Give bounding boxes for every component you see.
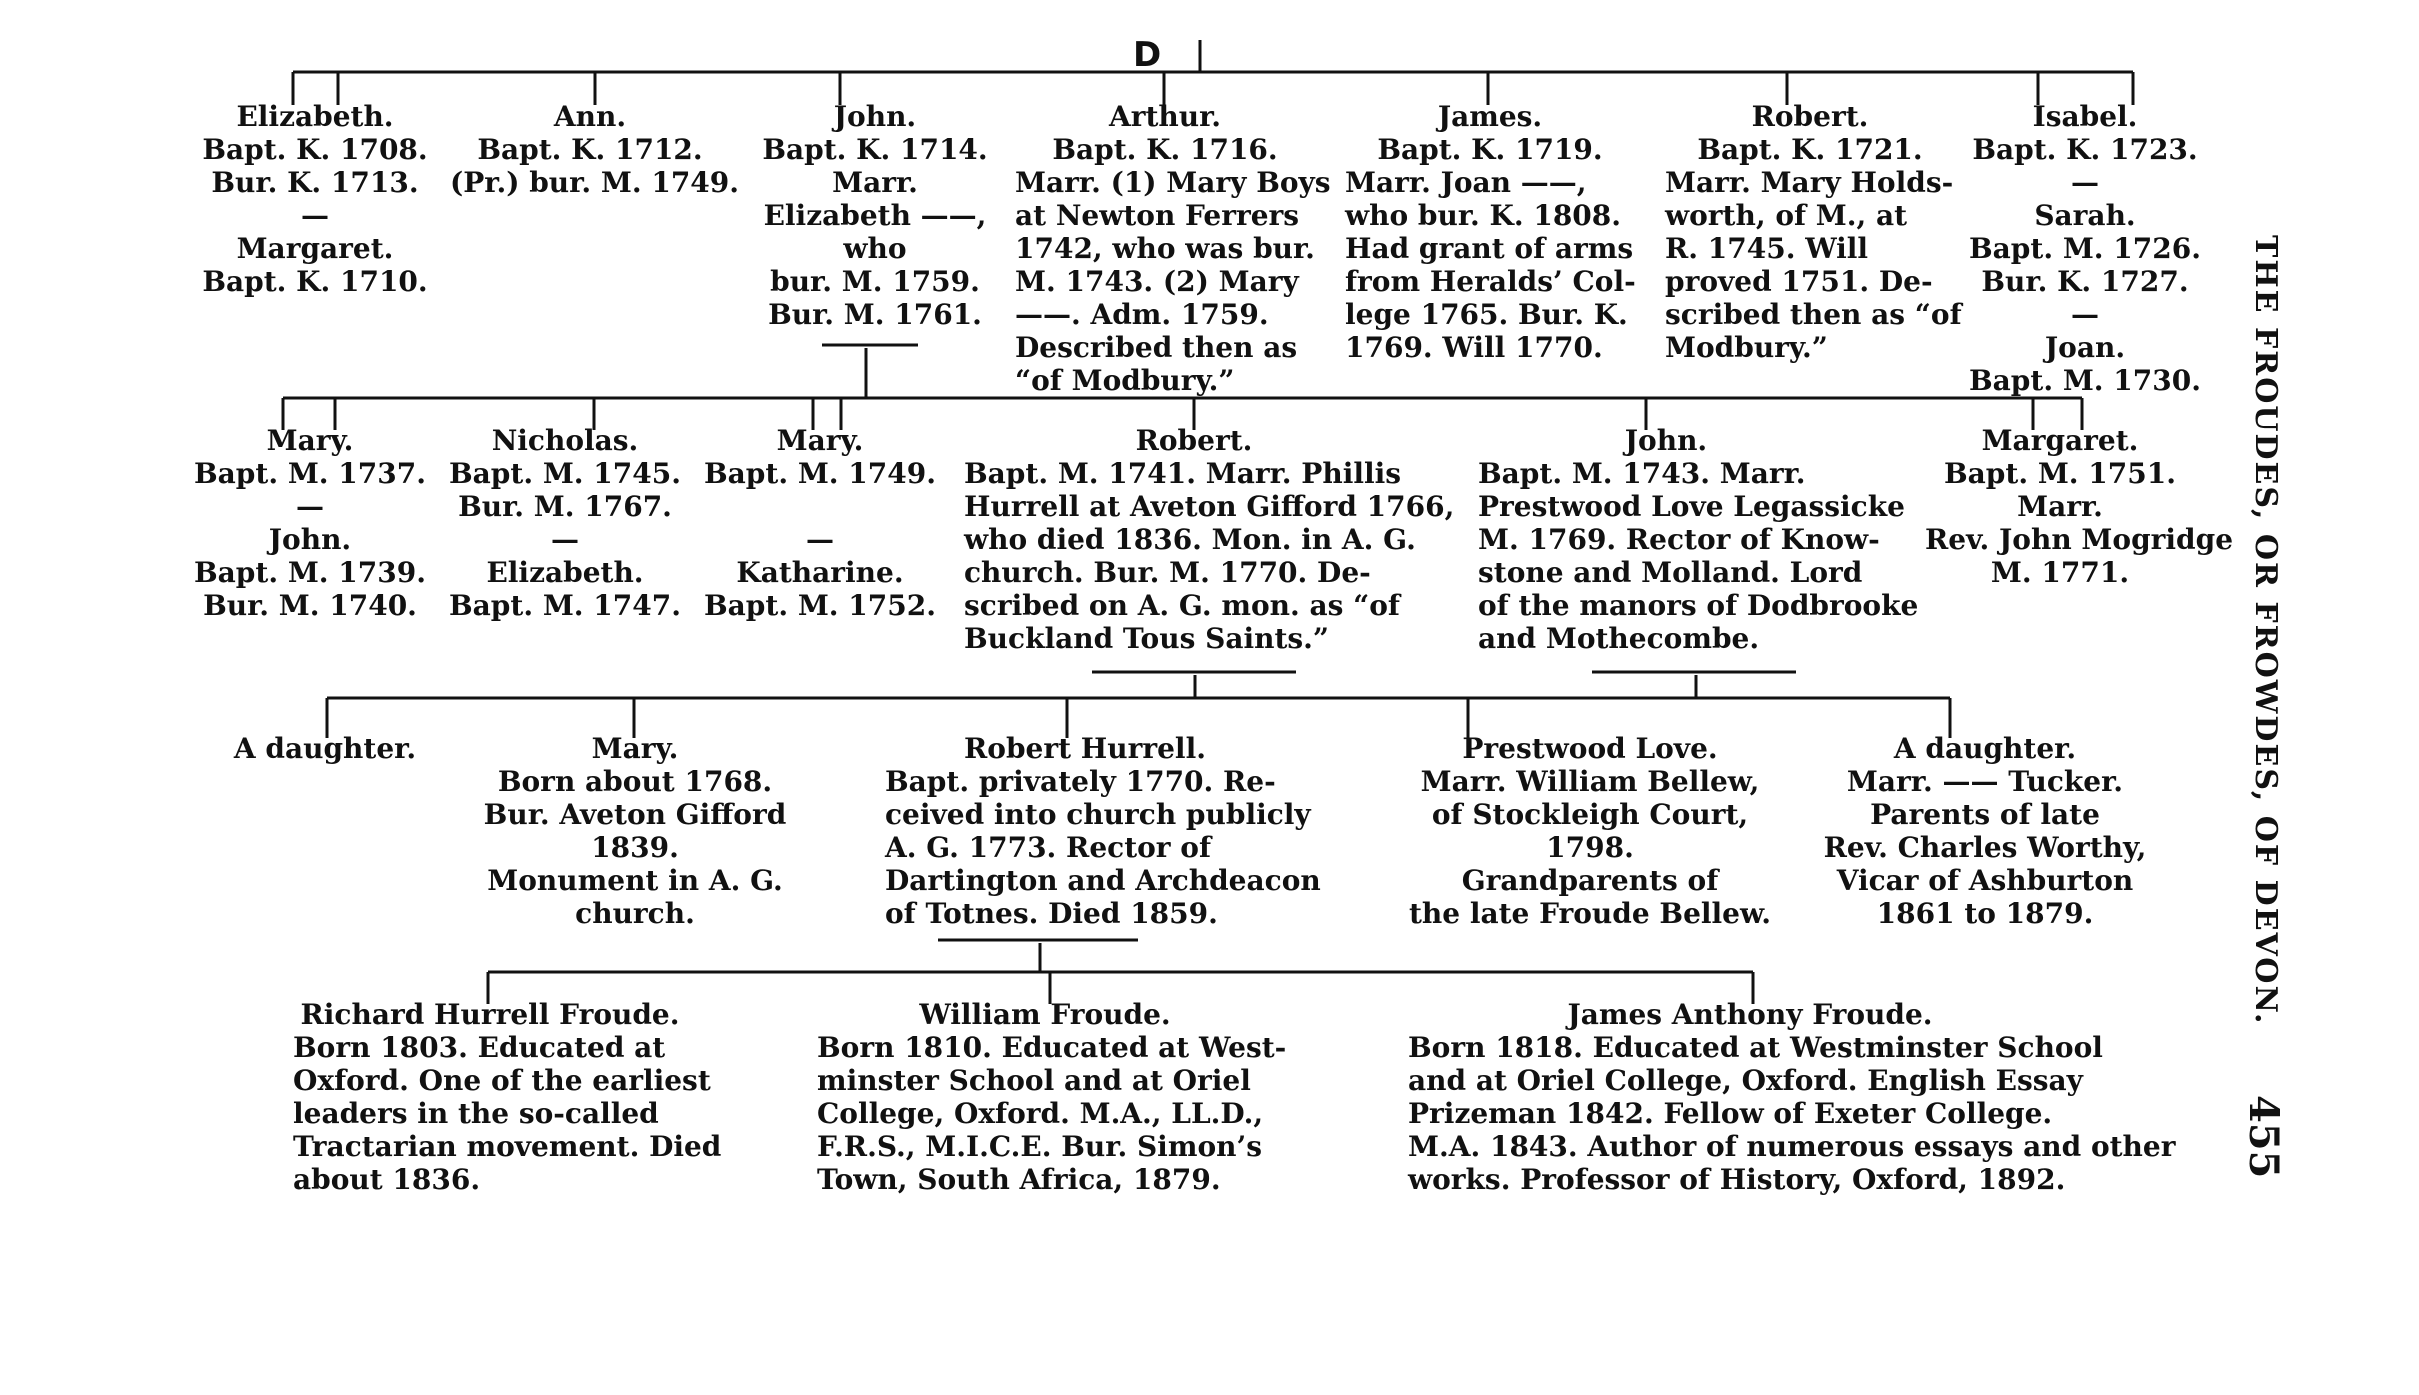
person-name: Elizabeth. <box>236 100 394 133</box>
person-name: Ann. <box>553 100 627 133</box>
note-line: M. 1743. (2) Mary <box>1015 265 1299 298</box>
note-line: Born 1818. Educated at Westminster School <box>1408 1031 2103 1064</box>
person-detail: Marr. —— Tucker. <box>1846 765 2124 798</box>
person-detail: who <box>843 232 907 265</box>
person-detail: Bur. K. 1727. <box>1981 265 2189 298</box>
note-line: leaders in the so-called <box>293 1097 659 1130</box>
note-line: scribed then as “of <box>1665 298 1962 331</box>
person-william-froude-name: William Froude. <box>919 998 1171 1031</box>
person-detail: Bapt. K. 1712. <box>477 133 703 166</box>
person-detail: Elizabeth ——, <box>763 199 987 232</box>
note-line: who died 1836. Mon. in A. G. <box>964 523 1416 556</box>
note-line: Prizeman 1842. Fellow of Exeter College. <box>1408 1097 2053 1130</box>
person-detail: bur. M. 1759. <box>770 265 980 298</box>
person-detail: Bapt. K. 1716. <box>1052 133 1278 166</box>
person-detail: Bur. M. 1767. <box>458 490 672 523</box>
person-name: John. <box>833 100 917 133</box>
person-name: Margaret. <box>236 232 394 265</box>
person-detail: Bapt. M. 1745. <box>449 457 681 490</box>
person-detail: Bapt. M. 1752. <box>704 589 936 622</box>
person-robert-hurrell-notes <box>885 765 1321 930</box>
note-line: 1742, who was bur. <box>1015 232 1315 265</box>
note-line: A. G. 1773. Rector of <box>885 831 1212 864</box>
note-line: M.A. 1843. Author of numerous essays and other <box>1408 1130 2176 1163</box>
person-detail: Marr. <box>2017 490 2103 523</box>
note-line: Born 1803. Educated at <box>293 1031 666 1064</box>
note-line: ——. Adm. 1759. <box>1015 298 1269 331</box>
note-line: lege 1765. Bur. K. <box>1345 298 1628 331</box>
person-detail: Born about 1768. <box>497 765 773 798</box>
person-name: Robert. <box>1751 100 1869 133</box>
person-name: Prestwood Love. <box>1462 732 1718 765</box>
person-detail: Bapt. K. 1714. <box>762 133 988 166</box>
note-line: Buckland Tous Saints.” <box>964 622 1330 655</box>
note-line: College, Oxford. M.A., LL.D., <box>817 1097 1264 1130</box>
person-name: Nicholas. <box>491 424 639 457</box>
person-detail: Grandparents of <box>1461 864 1719 897</box>
note-line: of the manors of Dodbrooke <box>1478 589 1919 622</box>
person-detail: Bapt. M. 1730. <box>1969 364 2201 397</box>
person-detail: Bapt. M. 1747. <box>449 589 681 622</box>
sibling-separator: — <box>301 199 329 232</box>
person-james-notes <box>1345 166 1645 364</box>
person-william-froude-notes <box>817 1031 1287 1196</box>
note-line: Described then as <box>1015 331 1298 364</box>
person-arthur-notes <box>1015 166 1331 397</box>
note-line: scribed on A. G. mon. as “of <box>964 589 1400 622</box>
person-name: Joan. <box>2044 331 2126 364</box>
person-nicholas-1745 <box>440 424 690 622</box>
note-line: proved 1751. De- <box>1665 265 1933 298</box>
note-line: Bapt. privately 1770. Re- <box>885 765 1276 798</box>
person-detail: Rev. John Mogridge <box>1925 523 2234 556</box>
person-margaret-1751 <box>1925 424 2234 589</box>
person-name: A daughter. <box>1893 732 2077 765</box>
person-name: Isabel. <box>2032 100 2138 133</box>
person-name: Margaret. <box>1981 424 2139 457</box>
person-detail: Bapt. K. 1708. <box>202 133 428 166</box>
person-robert-hurrell-name: Robert Hurrell. <box>964 732 1206 765</box>
sibling-separator: — <box>551 523 579 556</box>
note-line: at Newton Ferrers <box>1015 199 1300 232</box>
person-detail: (Pr.) bur. M. 1749. <box>450 166 740 199</box>
note-line: Dartington and Archdeacon <box>885 864 1321 897</box>
person-name: Sarah. <box>2034 199 2136 232</box>
note-line: 1769. Will 1770. <box>1345 331 1603 364</box>
note-line: Born 1810. Educated at West- <box>817 1031 1287 1064</box>
person-detail: 1839. <box>591 831 679 864</box>
sibling-separator: — <box>296 490 324 523</box>
person-name: Mary. <box>591 732 679 765</box>
note-line: Town, South Africa, 1879. <box>817 1163 1221 1196</box>
note-line: F.R.S., M.I.C.E. Bur. Simon’s <box>817 1130 1262 1163</box>
person-detail: Bapt. M. 1739. <box>194 556 426 589</box>
person-robert-1741-notes <box>964 457 1455 655</box>
person-detail: M. 1771. <box>1990 556 2130 589</box>
person-john-1743-name: John. <box>1624 424 1708 457</box>
person-robert-1721 <box>1660 100 1960 166</box>
person-daughter-2 <box>1820 732 2150 930</box>
note-line: who bur. K. 1808. <box>1345 199 1622 232</box>
person-mary-1768 <box>480 732 790 930</box>
sibling-separator: — <box>806 523 834 556</box>
note-line: stone and Molland. Lord <box>1478 556 1863 589</box>
person-john-1743-notes <box>1478 457 1919 655</box>
note-line: church. Bur. M. 1770. De- <box>964 556 1371 589</box>
person-detail: Bapt. M. 1749. <box>704 457 936 490</box>
person-james-1719 <box>1340 100 1640 166</box>
page-running-title: THE FROUDES, OR FROWDES, OF DEVON. <box>2248 235 2283 1026</box>
note-line: M. 1769. Rector of Know- <box>1478 523 1880 556</box>
note-line: minster School and at Oriel <box>817 1064 1251 1097</box>
note-line: Marr. (1) Mary Boys <box>1015 166 1331 199</box>
person-elizabeth-1708 <box>185 100 445 298</box>
person-mary-1749 <box>700 424 940 622</box>
person-james-anthony-froude-name: James Anthony Froude. <box>1567 998 1933 1031</box>
note-line: Hurrell at Aveton Gifford 1766, <box>964 490 1455 523</box>
person-arthur-1716 <box>1015 100 1315 166</box>
note-line: Oxford. One of the earliest <box>293 1064 711 1097</box>
person-john-1714 <box>745 100 1005 331</box>
person-name: Elizabeth. <box>486 556 644 589</box>
person-detail: Bur. Aveton Gifford <box>483 798 787 831</box>
person-ann-1712 <box>450 100 740 199</box>
note-line: Marr. Joan ——, <box>1345 166 1587 199</box>
header-letter: D <box>1133 35 1162 75</box>
person-detail: Marr. <box>832 166 918 199</box>
note-line: Tractarian movement. Died <box>293 1130 722 1163</box>
note-line: about 1836. <box>293 1163 481 1196</box>
note-line: Marr. Mary Holds- <box>1665 166 1954 199</box>
page-number: 455 <box>2240 1095 2287 1179</box>
person-detail: church. <box>575 897 695 930</box>
sibling-separator: — <box>2071 298 2099 331</box>
note-line: of Totnes. Died 1859. <box>885 897 1218 930</box>
note-line: and at Oriel College, Oxford. English Essay <box>1408 1064 2083 1097</box>
note-line: Had grant of arms <box>1345 232 1634 265</box>
person-robert-1741-name: Robert. <box>1135 424 1253 457</box>
person-detail: Bur. M. 1740. <box>203 589 417 622</box>
person-detail: Bapt. K. 1723. <box>1972 133 2198 166</box>
person-detail: 1798. <box>1546 831 1634 864</box>
note-line: works. Professor of History, Oxford, 1892. <box>1408 1163 2066 1196</box>
person-detail: Bur. M. 1761. <box>768 298 982 331</box>
note-line: “of Modbury.” <box>1015 364 1235 397</box>
note-line: Bapt. M. 1743. Marr. <box>1478 457 1806 490</box>
person-detail: the late Froude Bellew. <box>1408 897 1772 930</box>
person-name: Arthur. <box>1108 100 1222 133</box>
person-isabel-1723 <box>1955 100 2215 397</box>
sibling-separator: — <box>2071 166 2099 199</box>
person-daughter-1: A daughter. <box>233 732 417 765</box>
person-prestwood-love <box>1400 732 1780 930</box>
person-name: Mary. <box>776 424 864 457</box>
person-name: Katharine. <box>736 556 904 589</box>
person-detail: Bapt. K. 1719. <box>1377 133 1603 166</box>
note-line: worth, of M., at <box>1665 199 1908 232</box>
person-detail: Parents of late <box>1870 798 2100 831</box>
person-detail: Monument in A. G. <box>487 864 783 897</box>
person-detail: Bapt. K. 1710. <box>202 265 428 298</box>
person-mary-1737 <box>185 424 435 622</box>
note-line: R. 1745. Will <box>1665 232 1869 265</box>
person-robert-notes <box>1665 166 1965 364</box>
person-detail: Bapt. K. 1721. <box>1697 133 1923 166</box>
person-detail: 1861 to 1879. <box>1876 897 2094 930</box>
person-name: James. <box>1437 100 1543 133</box>
note-line: from Heralds’ Col- <box>1345 265 1636 298</box>
note-line: Prestwood Love Legassicke <box>1478 490 1905 523</box>
person-detail: Vicar of Ashburton <box>1836 864 2134 897</box>
person-detail: Bapt. M. 1751. <box>1944 457 2176 490</box>
person-name: Mary. <box>266 424 354 457</box>
person-richard-hurrell-froude-notes <box>293 1031 722 1196</box>
person-detail: Marr. William Bellew, <box>1420 765 1760 798</box>
person-james-anthony-froude-notes <box>1408 1031 2176 1196</box>
person-detail: of Stockleigh Court, <box>1431 798 1749 831</box>
person-detail: Bur. K. 1713. <box>211 166 419 199</box>
note-line: Bapt. M. 1741. Marr. Phillis <box>964 457 1402 490</box>
person-name: John. <box>268 523 352 556</box>
person-detail: Rev. Charles Worthy, <box>1823 831 2147 864</box>
person-detail: Bapt. M. 1737. <box>194 457 426 490</box>
person-detail: Bapt. M. 1726. <box>1969 232 2201 265</box>
note-line: and Mothecombe. <box>1478 622 1760 655</box>
note-line: Modbury.” <box>1665 331 1828 364</box>
note-line: ceived into church publicly <box>885 798 1311 831</box>
person-richard-hurrell-froude-name: Richard Hurrell Froude. <box>300 998 680 1031</box>
